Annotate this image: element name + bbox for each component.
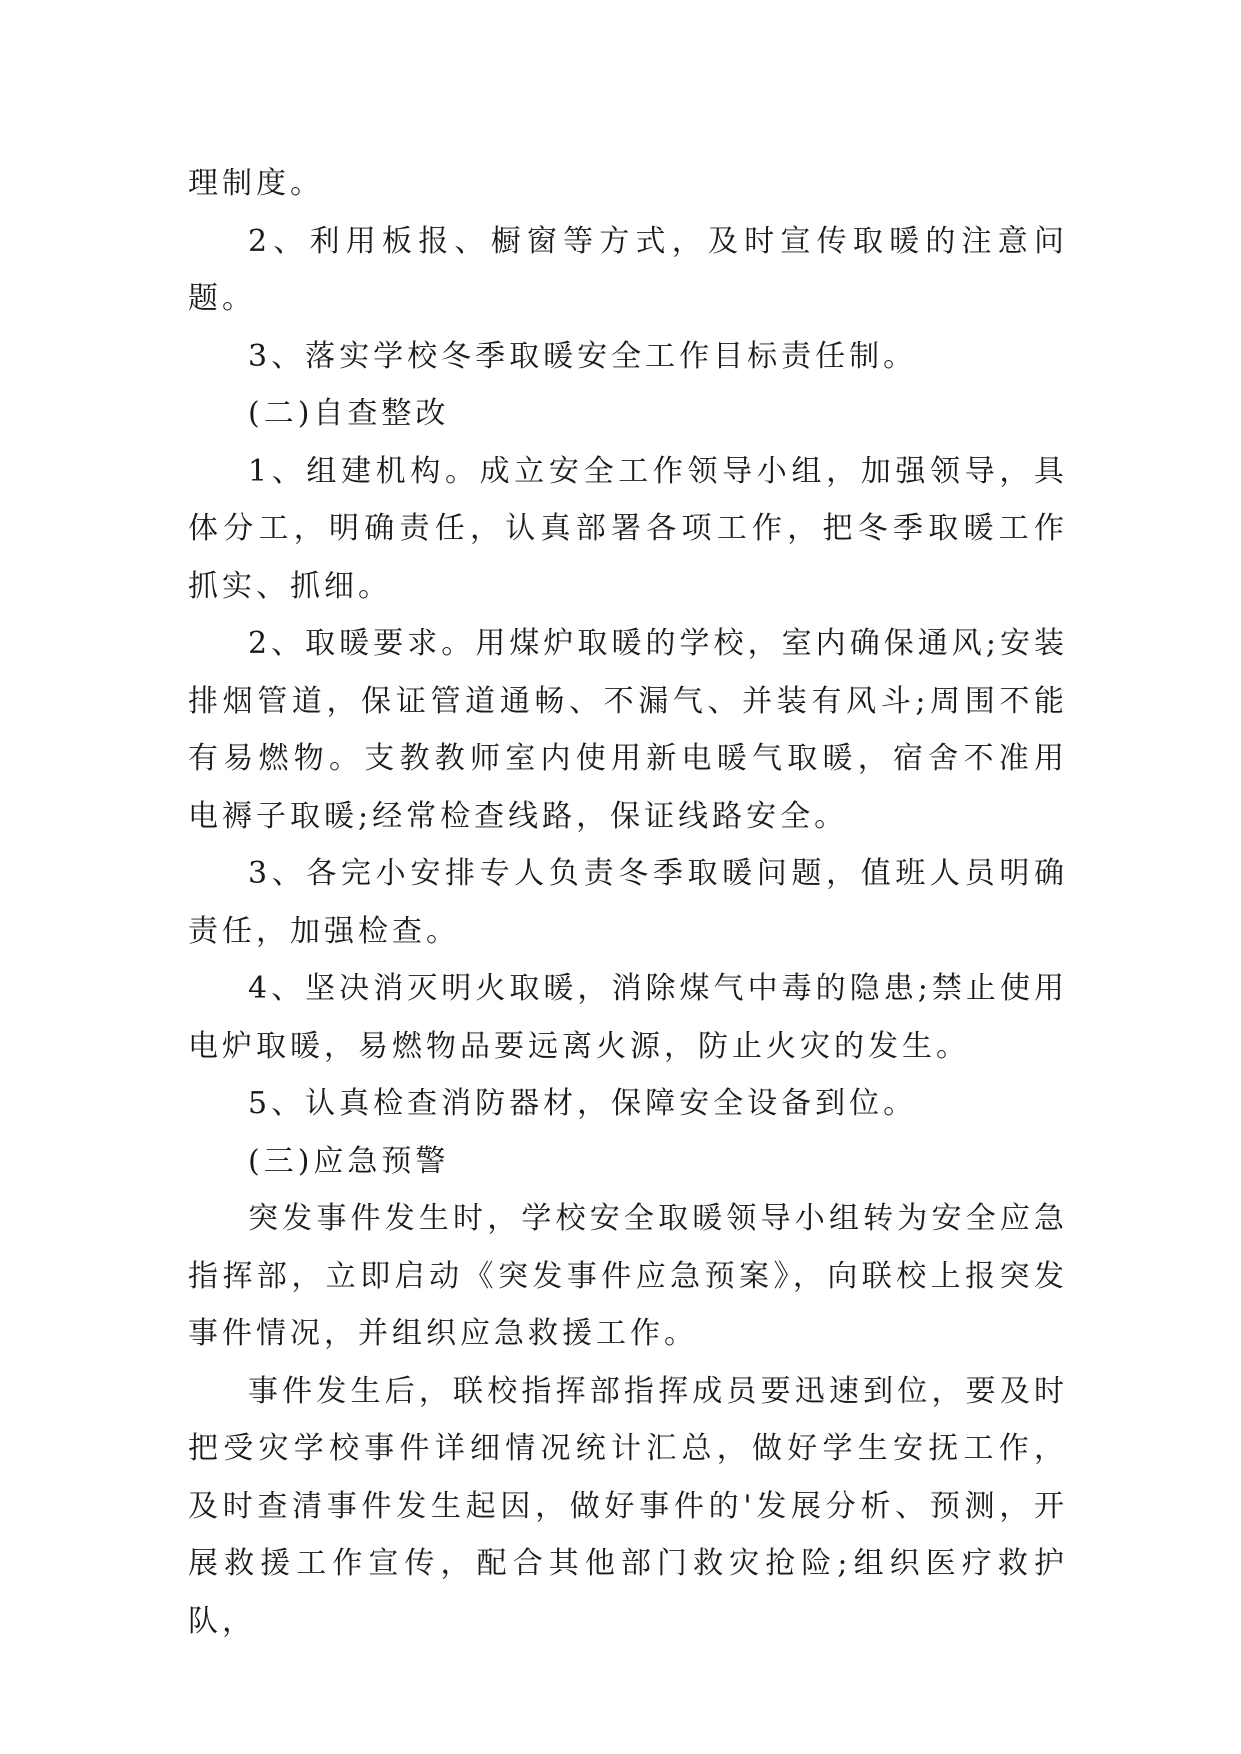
- document-body: [188, 155, 1068, 1650]
- paragraph: 理制度。: [188, 166, 324, 201]
- paragraph: 5、认真检查消防器材，保障安全设备到位。: [248, 1086, 918, 1121]
- paragraph: 2、利用板报、橱窗等方式，及时宣传取暖的注意问题。: [188, 223, 1068, 316]
- paragraph: 突发事件发生时，学校安全取暖领导小组转为安全应急指挥部，立即启动《突发事件应急预案》，向联校上报突发事件情况，并组织应急救援工作。: [188, 1201, 1068, 1351]
- paragraph: 3、各完小安排专人负责冬季取暖问题，值班人员明确责任，加强检查。: [188, 856, 1068, 949]
- paragraph: 2、取暖要求。用煤炉取暖的学校，室内确保通风;安装排烟管道，保证管道通畅、不漏气、并装有风斗;周围不能有易燃物。支教教师室内使用新电暖气取暖，宿舍不准用电褥子取暖;经常检查线路，保证线路安全。: [188, 626, 1068, 834]
- paragraph: 4、坚决消灭明火取暖，消除煤气中毒的隐患;禁止使用电炉取暖，易燃物品要远离火源，防止火灾的发生。: [188, 971, 1068, 1064]
- paragraph: 事件发生后，联校指挥部指挥成员要迅速到位，要及时把受灾学校事件详细情况统计汇总，做好学生安抚工作，及时查清事件发生起因，做好事件的'发展分析、预测，开展救援工作宣传，配合其他部门救灾抢险;组织医疗救护队，: [188, 1373, 1068, 1639]
- paragraph: 1、组建机构。成立安全工作领导小组，加强领导，具体分工，明确责任，认真部署各项工作，把冬季取暖工作抓实、抓细。: [188, 453, 1068, 604]
- section-heading: (三)应急预警: [248, 1143, 450, 1179]
- paragraph: 3、落实学校冬季取暖安全工作目标责任制。: [248, 338, 918, 374]
- section-heading: (二)自查整改: [248, 396, 450, 431]
